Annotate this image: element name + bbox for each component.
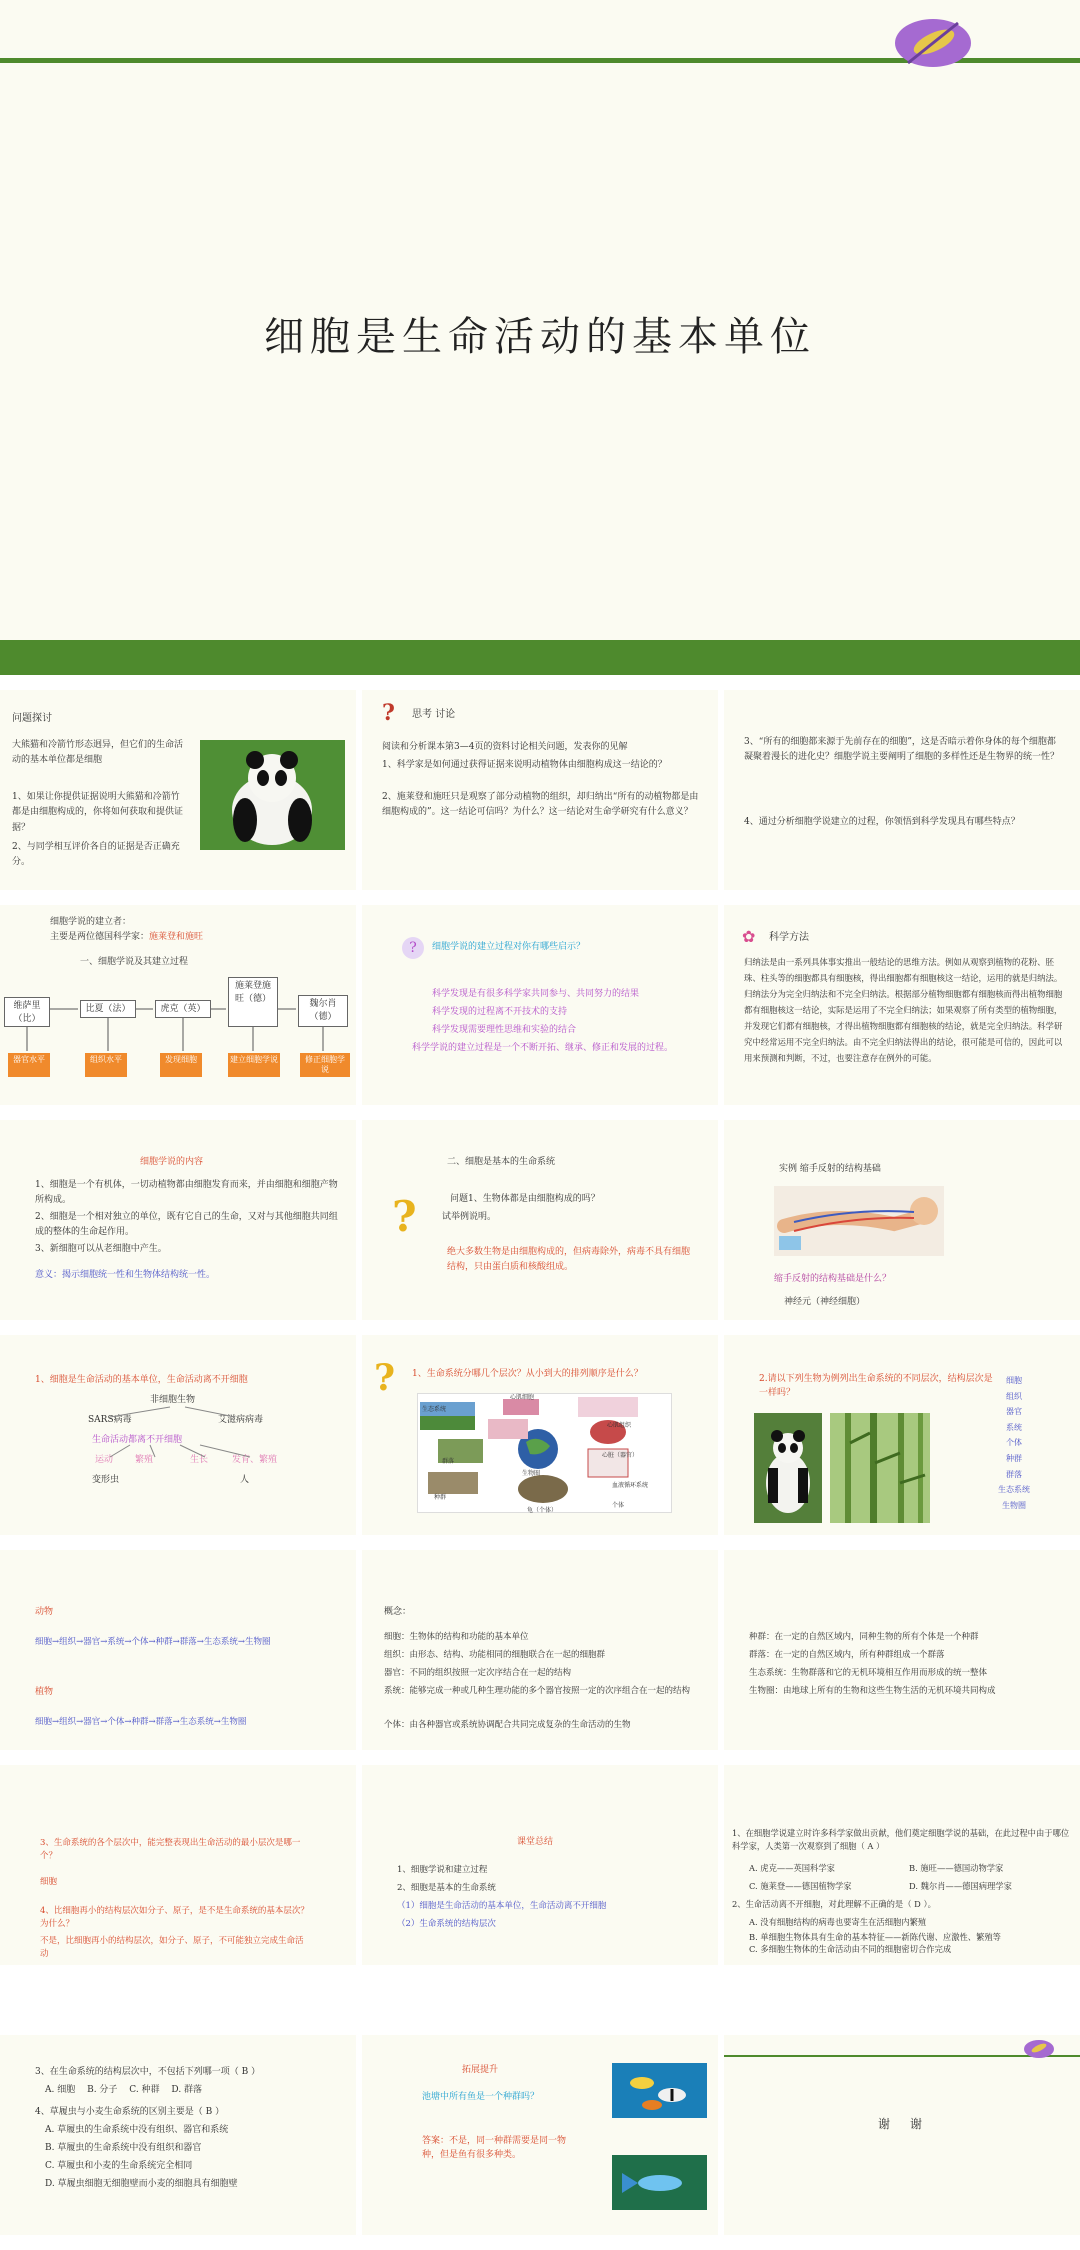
answer-4: 不是，比细胞再小的结构层次，如分子、原子，不可能独立完成生命活动 [40, 1936, 304, 1959]
label-develop: 发育、繁殖 [232, 1455, 278, 1465]
person-box-5: 魏尔肖（德） [298, 995, 348, 1027]
founders-line-1: 细胞学说的建立者： [50, 917, 132, 927]
note-box-3: 发现细胞 [160, 1053, 202, 1077]
thanks-text: 谢 谢 [877, 2117, 926, 2131]
level-label-5: 龟（个体） [527, 1507, 558, 1514]
example-prompt: 试举例说明。 [442, 1212, 497, 1222]
question-text: 问题1、生物体都是由细胞构成的吗？ [450, 1194, 600, 1204]
slide-title: 科学方法 [769, 932, 809, 943]
reflex-arm-image [774, 1186, 944, 1256]
level-item: 器官 [1006, 1407, 1022, 1417]
concept-item: 细胞：生物体的结构和功能的基本单位 [384, 1632, 529, 1642]
level-item: 种群 [1006, 1453, 1022, 1463]
fish-image-1 [612, 2063, 707, 2118]
section-heading: 一、细胞学说及其建立过程 [80, 957, 189, 967]
person-box-2: 比夏（法） [80, 1000, 136, 1018]
question-bubble-icon: ? [402, 937, 424, 959]
answer-3: 细胞 [40, 1877, 58, 1887]
title-slide [0, 0, 1080, 675]
fish-image-2 [612, 2155, 707, 2210]
animal-heading: 动物 [35, 1607, 54, 1617]
animal-chain: 细胞→组织→器官→系统→个体→种群→群落→生态系统→生物圈 [35, 1637, 271, 1647]
slide-title: 概念： [384, 1607, 412, 1617]
question-1: 1、科学家是如何通过获得证据来说明动植物体由细胞构成这一结论的？ [382, 760, 667, 770]
point-3: 3、新细胞可以从老细胞中产生。 [35, 1244, 167, 1254]
answer-text: 绝大多数生物是由细胞构成的，但病毒除外，病毒不具有细胞结构，只由蛋白质和核酸组成。 [447, 1247, 691, 1273]
quiz-question-2: 2、生命活动离不开细胞，对此理解不正确的是（ D ）。 [732, 1899, 936, 1909]
founders-line-2: 主要是两位德国科学家：施莱登和施旺 [50, 932, 204, 942]
slide-content [0, 1120, 356, 1320]
note-box-4: 建立细胞学说 [228, 1053, 280, 1077]
slide-title: 思考 讨论 [412, 709, 456, 720]
reflex-answer: 神经元（神经细胞） [784, 1297, 866, 1307]
slide-title: 二、细胞是基本的生命系统 [447, 1157, 556, 1167]
level-label-2: 群落 [442, 1458, 455, 1465]
concept-item: 群落：在一定的自然区域内，所有种群组成一个群落 [749, 1650, 945, 1660]
question-3: 3、生命系统的各个层次中，能完整表现出生命活动的最小层次是哪一个？ [40, 1838, 301, 1861]
note-box-2: 组织水平 [85, 1053, 127, 1077]
concept-item: 个体：由各种器官或系统协调配合共同完成复杂的生命活动的生物 [384, 1720, 631, 1730]
person-box-4: 施莱登施旺（德） [228, 977, 278, 1027]
quiz-option[interactable]: C. 草履虫和小麦的生命系统完全相同 [45, 2161, 193, 2171]
node-center: 生命活动都离不开细胞 [92, 1435, 183, 1445]
question-4: 4、通过分析细胞学说建立的过程，你领悟到科学发现具有哪些特点？ [744, 817, 1020, 827]
extension-answer: 答案：不是，同一种群需要是同一物种，但是鱼有很多种类。 [422, 2136, 567, 2160]
slide-title: 1、生命系统分哪几个层次？从小到大的排列顺序是什么？ [412, 1369, 643, 1379]
concept-item: 系统：能够完成一种或几种生理功能的多个器官按照一定的次序组合在一起的结构 [384, 1686, 691, 1696]
quiz-option[interactable]: D. 草履虫细胞无细胞壁而小麦的细胞具有细胞壁 [45, 2179, 238, 2189]
page-title: 细胞是生命活动的基本单位 [264, 314, 816, 360]
slide-thanks [724, 2035, 1080, 2235]
insight-4: 科学学说的建立过程是一个不断开拓、继承、修正和发展的过程。 [412, 1043, 674, 1053]
summary-item: 2、细胞是基本的生命系统 [397, 1883, 496, 1893]
slide-title: 实例 缩手反射的结构基础 [779, 1164, 881, 1174]
slide-title: 拓展提升 [462, 2065, 499, 2075]
quiz-option[interactable]: A. 虎克——英国科学家 [749, 1863, 835, 1873]
person-box-1: 维萨里（比） [4, 997, 50, 1027]
flower-icon: ✿ [742, 927, 756, 946]
slide-summary [362, 1765, 718, 1965]
slide-title: 细胞学说的内容 [140, 1157, 204, 1167]
bamboo-image [830, 1413, 930, 1523]
insight-2: 科学发现的过程离不开技术的支持 [432, 1007, 568, 1017]
slide-title: 课堂总结 [517, 1837, 554, 1847]
slide-chains [0, 1550, 356, 1750]
meaning-text: 意义：揭示细胞统一性和生物体结构统一性。 [35, 1270, 216, 1280]
question-2: 2、与同学相互评价各自的证据是否正确充分。 [12, 842, 180, 868]
level-label-1: 生态系统 [422, 1406, 447, 1413]
leaf-logo-icon [1022, 2037, 1056, 2061]
insight-1: 科学发现是有很多科学家共同参与、共同努力的结果 [432, 989, 640, 999]
quiz-option[interactable]: B. 施旺——德国动物学家 [909, 1863, 1004, 1873]
node-sars: SARS病毒 [88, 1415, 132, 1425]
quiz-option[interactable]: C. 施莱登——德国植物学家 [749, 1881, 852, 1891]
insight-3: 科学发现需要理性思维和实验的结合 [432, 1025, 577, 1035]
question-2: 2、施莱登和施旺只是观察了部分动植物的组织，却归纳出“所有的动植物都是由细胞构成的”。这一结论可信吗？为什么？这一结论对生命学研究有什么意义？ [382, 792, 699, 818]
slide-concepts [362, 1550, 718, 1750]
question-1: 1、如果让你提供证据说明大熊猫和冷箭竹都是由细胞构成的，你将如何获取和提供证据？ [12, 792, 184, 833]
slide-example-levels [724, 1335, 1080, 1535]
slide-quiz-3-4 [0, 2035, 356, 2235]
plant-chain: 细胞→组织→器官→个体→种群→群落→生态系统→生物圈 [35, 1717, 247, 1727]
level-label-3: 种群 [434, 1494, 447, 1501]
slide-reflex [724, 1120, 1080, 1320]
node-hiv: 艾滋病病毒 [218, 1415, 264, 1425]
note-box-1: 器官水平 [8, 1053, 50, 1077]
level-label-6: 心肌细胞 [510, 1394, 535, 1401]
node-human: 人 [240, 1475, 250, 1485]
intro-text: 阅读和分析课本第3—4页的资料讨论相关问题，发表你的见解 [382, 742, 628, 752]
slide-inspiration [362, 905, 718, 1105]
timeline-arrows [0, 905, 356, 1105]
bottom-green-bar [0, 640, 1080, 675]
slide-extension [362, 2035, 718, 2235]
point-1: 1、细胞是一个有机体，一切动植物都由细胞发育而来，并由细胞和细胞产物所构成。 [35, 1180, 338, 1206]
extension-question: 池塘中所有鱼是一个种群吗？ [422, 2092, 540, 2102]
level-item: 群落 [1006, 1469, 1022, 1479]
level-list [984, 1373, 1044, 1513]
quiz-option[interactable]: B. 草履虫的生命系统中没有组织和器官 [45, 2143, 202, 2153]
slide-levels [362, 1335, 718, 1535]
label-growth: 生长 [190, 1455, 209, 1465]
reflex-question: 缩手反射的结构基础是什么？ [774, 1274, 892, 1284]
person-box-3: 虎克（英） [155, 1000, 211, 1018]
label-motion: 运动 [95, 1455, 114, 1465]
level-label-4: 生物圈 [522, 1470, 541, 1477]
level-item: 组织 [1006, 1391, 1022, 1401]
panda-image [200, 740, 345, 850]
plant-heading: 植物 [35, 1687, 54, 1697]
panda-image [754, 1413, 822, 1523]
summary-item: （1）细胞是生命活动的基本单位，生命活动离不开细胞 [397, 1901, 607, 1911]
slide-discussion [362, 690, 718, 890]
level-label-9: 血液循环系统 [612, 1482, 649, 1489]
concept-item: 组织：由形态、结构、功能相同的细胞联合在一起的细胞群 [384, 1650, 606, 1660]
point-2: 2、细胞是一个相对独立的单位，既有它自己的生命，又对与其他细胞共同组成的整体的生命起作用。 [35, 1212, 338, 1238]
slide-discussion-2 [724, 690, 1080, 890]
quiz-option[interactable]: B. 单细胞生物体具有生命的基本特征——新陈代谢、应激性、繁殖等 [749, 1932, 1001, 1942]
quiz-option[interactable]: C. 多细胞生物体的生命活动由不同的细胞密切合作完成 [749, 1944, 952, 1954]
level-label-8: 心脏（器官） [602, 1452, 639, 1459]
level-label-10: 个体 [612, 1502, 625, 1509]
quiz-options-3[interactable]: A. 细胞 B. 分子 C. 种群 D. 群落 [45, 2085, 203, 2095]
summary-item: （2）生命系统的结构层次 [397, 1919, 496, 1929]
question-mark-icon: ? [392, 1192, 417, 1241]
quiz-option[interactable]: A. 没有细胞结构的病毒也要寄生在活细胞内繁殖 [749, 1917, 927, 1927]
concept-item: 器官：不同的组织按照一定次序结合在一起的结构 [384, 1668, 572, 1678]
quiz-question-4: 4、草履虫与小麦生命系统的区别主要是（ B ） [35, 2107, 225, 2117]
slide-method [724, 905, 1080, 1105]
summary-item: 1、细胞学说和建立过程 [397, 1865, 488, 1875]
question-3: 3、“所有的细胞都来源于先前存在的细胞”，这是否暗示着你身体的每个细胞都凝聚着漫长的进化史？细胞学说主要阐明了细胞的多样性还是生物界的统一性？ [744, 737, 1060, 763]
quiz-option[interactable]: A. 草履虫的生命系统中没有组织、器官和系统 [45, 2125, 229, 2135]
node-amoeba: 变形虫 [92, 1475, 120, 1485]
concept-item: 生态系统：生物群落和它的无机环境相互作用而形成的统一整体 [749, 1668, 988, 1678]
slide-founders [0, 905, 356, 1105]
slide-title: 问题探讨 [12, 713, 52, 724]
concept-item: 种群：在一定的自然区域内，同种生物的所有个体是一个种群 [749, 1632, 979, 1642]
slide-concepts-2 [724, 1550, 1080, 1750]
node-non-cellular: 非细胞生物 [150, 1395, 196, 1405]
note-box-5: 修正细胞学说 [300, 1053, 350, 1077]
quiz-question-1: 1、在细胞学说建立时许多科学家做出贡献，他们奠定细胞学说的基础，在此过程中由于哪位科学家，人类第一次观察到了细胞（ A ） [732, 1828, 1070, 1851]
slide-basic-unit [0, 1335, 356, 1535]
method-body: 归纳法是由一系列具体事实推出一般结论的思维方法。例如从观察到植物的花粉、胚珠、柱头等的细胞都具有细胞核，得出细胞都有细胞核这一结论，运用的就是归纳法。归纳法分为完全归纳法和不完全归纳法。根据部分植物细胞都有细胞核而得出植物细胞都有细胞核这一结论，实际是运用了不完全归纳法；如果观察了所有类型的植物细胞，并发现它们都有细胞核，才得出植物细胞都有细胞核的结论，就是完全归纳法。科学研究中经常运用不完全归纳法。由不完全归纳法得出的结论，很可能是可信的，因此可以用来预测和判断，不过，也要注意存在例外的可能。 [744, 957, 1063, 1063]
concept-item: 生物圈：由地球上所有的生物和这些生物生活的无机环境共同构成 [749, 1686, 996, 1696]
body-text: 大熊猫和冷箭竹形态迥异，但它们的生命活动的基本单位都是细胞 [12, 740, 184, 766]
question-mark-icon: ? [374, 1357, 396, 1399]
question-mark-icon: ? [382, 700, 395, 726]
level-item: 生物圈 [1002, 1500, 1026, 1510]
label-reproduce: 繁殖 [135, 1455, 154, 1465]
slide-title: 2.请以下列生物为例列出生命系统的不同层次，结构层次是一样吗？ [759, 1374, 993, 1398]
slide-questions-3-4 [0, 1765, 356, 1965]
slide-title: 1、细胞是生命活动的基本单位，生命活动离不开细胞 [35, 1375, 248, 1385]
quiz-question-3: 3、在生命系统的结构层次中，不包括下列哪一项（ B ） [35, 2067, 261, 2077]
level-item: 生态系统 [998, 1485, 1030, 1495]
slide-life-system [362, 1120, 718, 1320]
slide-title: 细胞学说的建立过程对你有哪些启示？ [432, 942, 586, 952]
level-label-7: 心肌组织 [607, 1422, 632, 1429]
question-4: 4、比细胞再小的结构层次如分子、原子，是不是生命系统的基本层次？为什么？ [40, 1906, 309, 1929]
slide-quiz-1-2 [724, 1765, 1080, 1965]
slide-problem [0, 690, 356, 890]
quiz-option[interactable]: D. 魏尔肖——德国病理学家 [909, 1881, 1012, 1891]
level-item: 系统 [1006, 1422, 1022, 1432]
concept-lines [0, 1335, 356, 1535]
level-item: 细胞 [1006, 1376, 1022, 1385]
leaf-logo-icon [888, 8, 978, 78]
level-item: 个体 [1006, 1438, 1022, 1448]
